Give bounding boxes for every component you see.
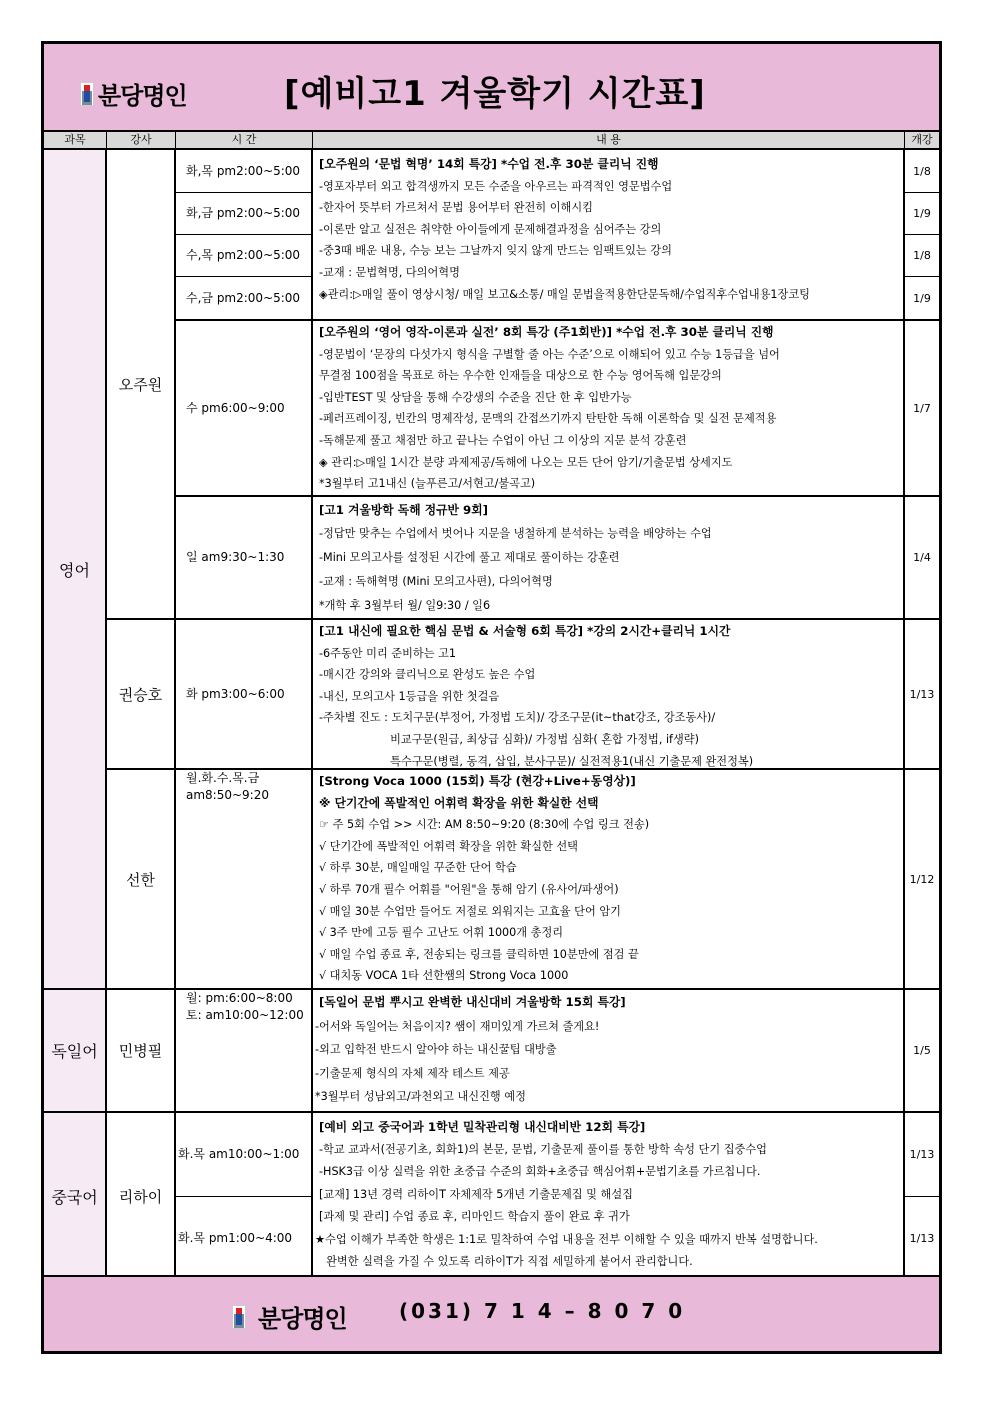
time-line: 월: pm:6:00~8:00 [186, 991, 293, 1005]
course-line: -영문법이 ‘문장의 다섯가지 형식을 구별할 줄 아는 수준’으로 이해되어 있고 수능 1등급을 넘어 [319, 347, 780, 361]
subject-cell-chinese: 중국어 [44, 1113, 107, 1281]
course-heading: [오주원의 ‘영어 영작-이론과 실전’ 8회 특강 (주1회반)] *수업 전.후 30분 클리닉 진행 [319, 325, 774, 339]
time-days: 월.화.수.목.금 [186, 771, 260, 785]
start-date: 1/13 [905, 1113, 939, 1197]
time-slot: 수 pm6:00~9:00 [176, 321, 313, 497]
course-content-reading [313, 497, 905, 620]
course-line: ◈관리:▷매일 풀이 영상시청/ 매일 보고&소통/ 매일 문법을적용한단문독해/수업직후수업내용1장코팅 [319, 287, 810, 301]
course-line: *3월부터 성남외고/과천외고 내신진행 예정 [315, 1090, 526, 1103]
course-line: -페러프레이징, 빈칸의 명제작성, 문맥의 간접쓰기까지 탄탄한 독해 이론학습 및 실전 문제적용 [319, 412, 777, 426]
start-date: 1/8 [905, 235, 939, 277]
course-line: -정답만 맞추는 수업에서 벗어나 지문을 냉철하게 분석하는 능력을 배양하는 수업 [319, 527, 712, 540]
logo-icon [232, 1305, 246, 1329]
time-slot: 화,목 pm2:00~5:00 [176, 150, 313, 193]
course-line: -교재 : 문법혁명, 다의어혁명 [319, 265, 460, 279]
column-header-time: 시 간 [176, 132, 313, 148]
subject-cell-german: 독일어 [44, 990, 107, 1113]
time-slot: 화.목 am10:00~1:00 [176, 1113, 313, 1197]
course-line: -기출문제 형식의 자체 제작 테스트 제공 [315, 1066, 510, 1080]
course-line: -6주동안 미리 준비하는 고1 [319, 646, 457, 660]
course-line: -외고 입학전 반드시 알아야 하는 내신꿀팁 대방출 [315, 1043, 557, 1056]
start-date: 1/7 [905, 321, 939, 497]
course-line: ★수업 이해가 부족한 학생은 1:1로 밀착하여 수업 내용을 전부 이해할 수 있을 때까지 반복 설명합니다. [315, 1232, 818, 1246]
time-slot: 수,금 pm2:00~5:00 [176, 277, 313, 321]
course-line: √ 매일 30분 수업만 들어도 저절로 외워지는 고효율 단어 암기 [319, 904, 621, 918]
course-line: ◈ 관리:▷매일 1시간 분량 과제제공/독해에 나오는 모든 단어 암기/기출문법 상세지도 [319, 455, 733, 469]
logo-text: 분당명인 [98, 82, 187, 110]
column-header-content: 내 용 [313, 132, 905, 148]
course-content-german [313, 990, 905, 1113]
phone-number: (031) 7 1 4 – 8 0 7 0 [399, 1299, 686, 1323]
course-line: -독해문제 풀고 채점만 하고 끝나는 수업이 아닌 그 이상의 지문 분석 강훈련 [319, 433, 687, 447]
course-line: *개학 후 3월부터 월/ 일9:30 / 일6 [319, 599, 491, 612]
time-slot [176, 990, 313, 1113]
logo-icon [80, 82, 94, 106]
course-content-strong-voca [313, 770, 905, 990]
column-header-teacher: 강사 [107, 132, 176, 148]
course-content-writing [313, 321, 905, 497]
teacher-cell-kwonseungho: 권승호 [107, 620, 176, 770]
course-content-grammar-essay [313, 620, 905, 770]
start-date: 1/9 [905, 277, 939, 321]
course-line: -매시간 강의와 클리닉으로 완성도 높은 수업 [319, 668, 536, 682]
time-slot: 화.목 pm1:00~4:00 [176, 1197, 313, 1281]
course-line: -중3때 배운 내용, 수능 보는 그날까지 잊지 않게 만드는 임팩트있는 강의 [319, 244, 672, 258]
header-logo [80, 76, 187, 111]
time-slot: 일 am9:30~1:30 [176, 497, 313, 620]
course-line: [과제 및 관리] 수업 종료 후, 리마인드 학습지 풀이 완료 후 귀가 [319, 1210, 630, 1223]
footer-logo [232, 1299, 347, 1334]
page-footer [44, 1275, 939, 1351]
course-line: 특수구문(병렬, 동격, 삽입, 분사구문)/ 실전적용1(내신 기출문제 완전정복) [319, 754, 754, 768]
timetable-sheet [41, 41, 942, 1354]
course-line: [교재] 13년 경력 리하이T 자체제작 5개년 기출문제집 및 해설집 [319, 1187, 633, 1201]
course-line: -입반TEST 및 상담을 통해 수강생의 수준을 진단 한 후 입반가능 [319, 390, 632, 404]
page-title: [예비고1 겨울학기 시간표] [284, 74, 706, 114]
column-header-start: 개강 [911, 133, 933, 146]
time-slot: 화 pm3:00~6:00 [176, 620, 313, 770]
course-line: -학교 교과서(전공기초, 회화1)의 본문, 문법, 기출문제 풀이를 통한 방학 속성 단기 집중수업 [319, 1142, 767, 1156]
course-heading: [Strong Voca 1000 (15회) 특강 (현강+Live+동영상)] [319, 774, 636, 788]
course-heading: [고1 내신에 필요한 핵심 문법 & 서술형 6회 특강] *강의 2시간+클리닉 1시간 [319, 624, 731, 638]
course-line: -내신, 모의고사 1등급을 위한 첫걸음 [319, 689, 500, 703]
course-heading: [고1 겨울방학 독해 정규반 9회] [319, 503, 488, 517]
start-date: 1/5 [905, 990, 939, 1113]
time-slot: 수,목 pm2:00~5:00 [176, 235, 313, 277]
course-line: -Mini 모의고사를 설정된 시간에 풀고 제대로 풀이하는 강훈련 [319, 551, 620, 564]
logo-text: 분당명인 [258, 1305, 347, 1333]
page-header [44, 44, 939, 132]
course-line: *3월부터 고1내신 (늘푸른고/서현고/불곡고) [319, 477, 536, 491]
time-line: 토: am10:00~12:00 [186, 1008, 304, 1022]
course-line: √ 단기간에 폭발적인 어휘력 확장을 위한 확실한 선택 [319, 839, 578, 853]
course-line: -어서와 독일어는 처음이지? 쌤이 재미있게 가르쳐 줄게요! [315, 1019, 600, 1033]
course-line: -HSK3급 이상 실력을 위한 초중급 수준의 회화+초중급 핵심어휘+문법기초를 가르칩니다. [319, 1165, 761, 1178]
course-subheading: ※ 단기간에 폭발적인 어휘력 확장을 위한 확실한 선택 [319, 795, 599, 810]
course-line: √ 3주 만에 고등 필수 고난도 어휘 1000개 총정리 [319, 926, 564, 940]
course-line: 무결점 100점을 목표로 하는 우수한 인재들을 대상으로 한 수능 영어독해 입문강의 [319, 369, 722, 383]
column-header-subject: 과목 [44, 132, 107, 148]
course-line: √ 하루 70개 필수 어휘를 "어원"을 통해 암기 (유사어/파생어) [319, 882, 619, 896]
start-date: 1/9 [905, 193, 939, 235]
course-line: √ 대치동 VOCA 1타 선한쌤의 Strong Voca 1000 [319, 969, 569, 983]
course-line: √ 매일 수업 종료 후, 전송되는 링크를 클릭하면 10분만에 점검 끝 [319, 947, 639, 961]
start-date: 1/13 [905, 1197, 939, 1281]
time-slot: 화,금 pm2:00~5:00 [176, 193, 313, 235]
course-line: -이론만 알고 실전은 취약한 아이들에게 문제해결과정을 심어주는 강의 [319, 222, 662, 236]
teacher-cell-ojuwon: 오주원 [107, 150, 176, 620]
start-date: 1/12 [905, 770, 939, 990]
teacher-cell-minbyeongpil: 민병필 [107, 990, 176, 1113]
course-line: -한자어 뜻부터 가르쳐서 문법 용어부터 완전히 이해시킴 [319, 201, 593, 215]
course-heading: [독일어 문법 뿌시고 완벽한 내신대비 겨울방학 15회 특강] [319, 995, 626, 1009]
teacher-cell-seonhan: 선한 [107, 770, 176, 990]
subject-cell-english: 영어 [44, 150, 107, 990]
start-date: 1/8 [905, 150, 939, 193]
course-line: √ 하루 30분, 매일매일 꾸준한 단어 학습 [319, 861, 517, 875]
time-slot [176, 770, 313, 990]
course-heading: [오주원의 ‘문법 혁명’ 14회 특강] *수업 전.후 30분 클리닉 진행 [319, 157, 659, 171]
start-date: 1/4 [905, 497, 939, 620]
course-content-grammar-revolution [313, 150, 905, 321]
course-line: -교재 : 독해혁명 (Mini 모의고사편), 다의어혁명 [319, 575, 553, 588]
time-hours: am8:50~9:20 [186, 788, 269, 802]
course-line: ☞ 주 5회 수업 >> 시간: AM 8:50~9:20 (8:30에 수업 링크 전송) [319, 818, 650, 832]
teacher-cell-lihai: 리하이 [107, 1113, 176, 1281]
course-line: 완벽한 실력을 가질 수 있도록 리하이T가 직접 세밀하게 붙어서 관리합니다. [319, 1255, 693, 1268]
course-heading: [예비 외고 중국어과 1학년 밀착관리형 내신대비반 12회 특강] [319, 1120, 646, 1134]
course-line: 비교구문(원급, 최상급 심화)/ 가정법 심화( 혼합 가정법, if생략) [319, 732, 699, 746]
course-line: -주차별 진도 : 도치구문(부정어, 가정법 도치)/ 강조구문(it~that강조, 강조동사)/ [319, 711, 716, 725]
course-content-chinese [313, 1113, 905, 1281]
start-date: 1/13 [905, 620, 939, 770]
course-line: -영포자부터 외고 합격생까지 모든 수준을 아우르는 파격적인 영문법수업 [319, 179, 673, 193]
column-headers [44, 132, 939, 150]
